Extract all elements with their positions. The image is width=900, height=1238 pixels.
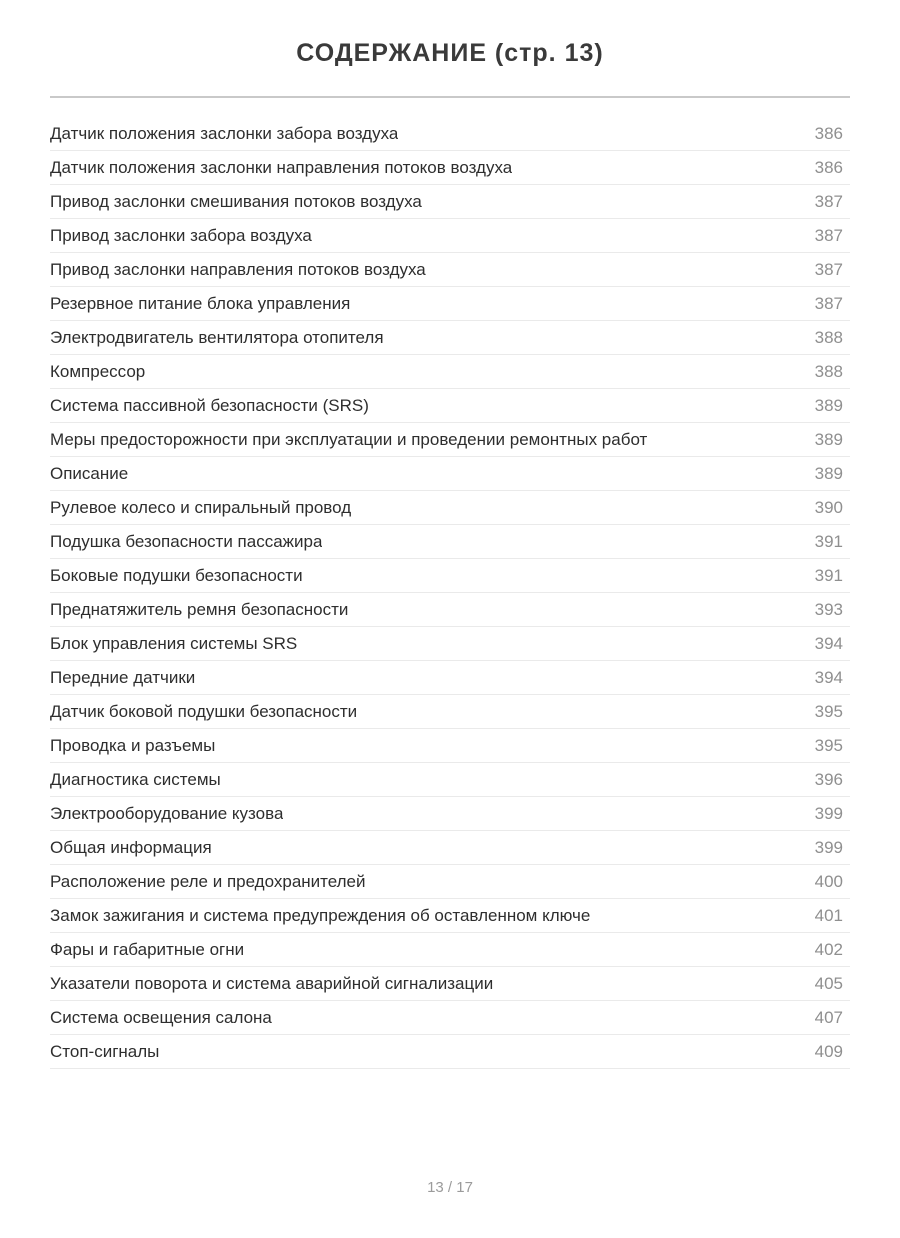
toc-entry-label: Общая информация [50, 837, 212, 857]
toc-entry-label: Подушка безопасности пассажира [50, 531, 323, 551]
toc-entry-label: Электрооборудование кузова [50, 803, 284, 823]
toc-entry-page-number: 399 [814, 837, 843, 857]
toc-entry-page-number: 389 [814, 395, 843, 415]
toc-entry-label: Резервное питание блока управления [50, 293, 351, 313]
toc-entry-label: Преднатяжитель ремня безопасности [50, 599, 349, 619]
toc-entry-page-number: 405 [814, 973, 843, 993]
toc-entry[interactable] [50, 1001, 850, 1035]
toc-entry[interactable] [50, 593, 850, 627]
toc-entry-page-number: 394 [814, 667, 843, 687]
toc-entry-label: Стоп-сигналы [50, 1041, 160, 1061]
title-divider [50, 96, 850, 98]
toc-entry[interactable] [50, 559, 850, 593]
toc-entry-label: Датчик боковой подушки безопасности [50, 701, 358, 721]
toc-entry-label: Привод заслонки смешивания потоков воздуха [50, 191, 422, 211]
page-indicator: 13 / 17 [427, 1179, 473, 1196]
toc-entry-label: Система пассивной безопасности (SRS) [50, 395, 369, 415]
toc-entry[interactable] [50, 321, 850, 355]
toc-entry[interactable] [50, 151, 850, 185]
toc-entry-label: Электродвигатель вентилятора отопителя [50, 327, 384, 347]
toc-entry[interactable] [50, 287, 850, 321]
toc-entry-label: Проводка и разъемы [50, 735, 216, 755]
toc-entry-label: Блок управления системы SRS [50, 633, 298, 653]
toc-entry-page-number: 390 [814, 497, 843, 517]
toc-entry-page-number: 402 [814, 939, 843, 959]
toc-entry[interactable] [50, 253, 850, 287]
toc-entry[interactable] [50, 729, 850, 763]
toc-entry-page-number: 396 [814, 769, 843, 789]
toc-entry[interactable] [50, 219, 850, 253]
toc-entry-page-number: 387 [814, 225, 843, 245]
toc-entry[interactable] [50, 627, 850, 661]
toc-entry-label: Замок зажигания и система предупреждения об оставленном ключе [50, 905, 591, 925]
toc-entry-label: Рулевое колесо и спиральный провод [50, 497, 352, 517]
toc-entry-page-number: 387 [814, 259, 843, 279]
toc-entry[interactable] [50, 899, 850, 933]
toc-entry-page-number: 399 [814, 803, 843, 823]
toc-entry[interactable] [50, 1035, 850, 1069]
toc-entry-label: Привод заслонки направления потоков воздуха [50, 259, 426, 279]
toc-entry[interactable] [50, 763, 850, 797]
toc-entry[interactable] [50, 865, 850, 899]
toc-entry-label: Система освещения салона [50, 1007, 272, 1027]
toc-entry[interactable] [50, 117, 850, 151]
toc-entry-label: Фары и габаритные огни [50, 939, 245, 959]
toc-entry[interactable] [50, 661, 850, 695]
toc-entry[interactable] [50, 831, 850, 865]
toc-entry[interactable] [50, 389, 850, 423]
toc-entry-page-number: 388 [814, 361, 843, 381]
toc-entry-label: Диагностика системы [50, 769, 221, 789]
toc-entry[interactable] [50, 695, 850, 729]
toc-entry-page-number: 395 [814, 701, 843, 721]
toc-entry-label: Описание [50, 463, 129, 483]
toc-entry[interactable] [50, 355, 850, 389]
toc-entry-page-number: 391 [814, 531, 843, 551]
toc-entry-page-number: 389 [814, 463, 843, 483]
toc-entry-label: Указатели поворота и система аварийной сигнализации [50, 973, 494, 993]
toc-entry-page-number: 393 [814, 599, 843, 619]
toc-entry-page-number: 386 [814, 157, 843, 177]
toc-entry-page-number: 400 [814, 871, 843, 891]
toc-entry[interactable] [50, 423, 850, 457]
toc-entry-page-number: 389 [814, 429, 843, 449]
toc-entry-page-number: 394 [814, 633, 843, 653]
toc-entry-page-number: 387 [814, 191, 843, 211]
toc-entry-label: Передние датчики [50, 667, 196, 687]
toc-entry[interactable] [50, 797, 850, 831]
toc-entry-label: Расположение реле и предохранителей [50, 871, 366, 891]
toc-entry-page-number: 409 [814, 1041, 843, 1061]
toc-entry-label: Датчик положения заслонки направления потоков воздуха [50, 157, 513, 177]
toc-entry-label: Меры предосторожности при эксплуатации и проведении ремонтных работ [50, 429, 648, 449]
toc-entry-page-number: 401 [814, 905, 843, 925]
toc-entry-page-number: 387 [814, 293, 843, 313]
toc-list [50, 117, 850, 1069]
toc-entry-label: Привод заслонки забора воздуха [50, 225, 312, 245]
toc-entry-label: Компрессор [50, 361, 146, 381]
toc-entry[interactable] [50, 525, 850, 559]
toc-entry[interactable] [50, 967, 850, 1001]
toc-entry-page-number: 386 [814, 123, 843, 143]
toc-entry[interactable] [50, 491, 850, 525]
page-title: СОДЕРЖАНИЕ (стр. 13) [296, 39, 604, 67]
toc-entry-label: Боковые подушки безопасности [50, 565, 303, 585]
toc-entry[interactable] [50, 185, 850, 219]
toc-entry-label: Датчик положения заслонки забора воздуха [50, 123, 399, 143]
toc-entry-page-number: 407 [814, 1007, 843, 1027]
toc-entry[interactable] [50, 457, 850, 491]
toc-entry-page-number: 391 [814, 565, 843, 585]
toc-entry-page-number: 395 [814, 735, 843, 755]
toc-page [0, 38, 900, 1196]
toc-entry-page-number: 388 [814, 327, 843, 347]
toc-entry[interactable] [50, 933, 850, 967]
